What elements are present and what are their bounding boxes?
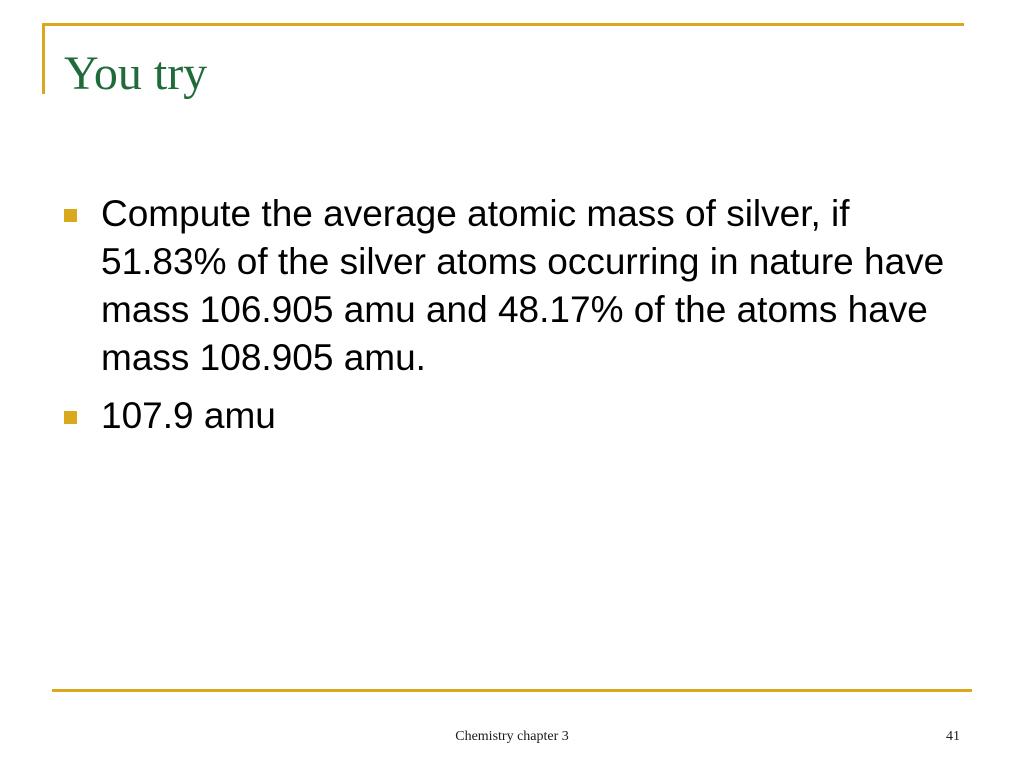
bullet-item-question [64,190,964,382]
top-frame-line [42,23,964,26]
bullet-item-answer [64,392,964,440]
footer-text: Chemistry chapter 3 [455,729,569,744]
bottom-frame-line [52,689,972,692]
slide-title: You try [64,47,208,100]
left-frame-line [42,23,45,94]
bullet-text-question: Compute the average atomic mass of silver, if 51.83% of the silver atoms occurring in nature have mass 106.905 amu and 48.17% of the atoms have mass 108.905 amu. [101,193,945,378]
square-bullet-icon [64,209,77,222]
page-number: 41 [946,729,960,744]
bullet-text-answer: 107.9 amu [101,395,276,436]
bullet-list [64,190,964,450]
square-bullet-icon [64,411,77,424]
